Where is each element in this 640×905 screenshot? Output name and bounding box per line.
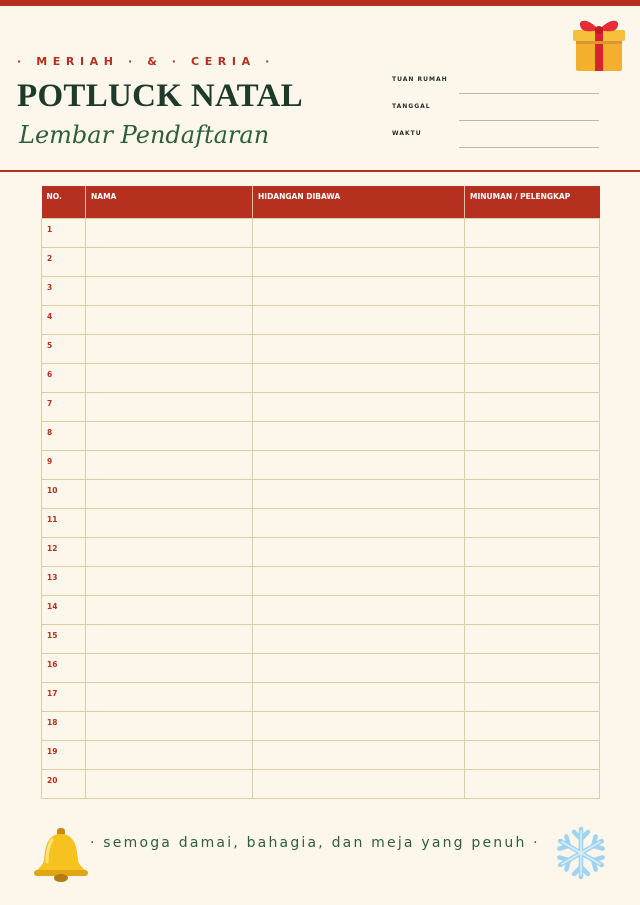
drink-cell[interactable]	[465, 363, 600, 392]
dish-cell[interactable]	[253, 653, 465, 682]
drink-cell[interactable]	[465, 276, 600, 305]
date-field[interactable]	[459, 120, 599, 121]
drink-cell[interactable]	[465, 450, 600, 479]
top-accent-bar	[0, 0, 640, 6]
drink-cell[interactable]	[465, 537, 600, 566]
dish-cell[interactable]	[253, 769, 465, 798]
name-cell[interactable]	[86, 624, 253, 653]
dish-cell[interactable]	[253, 218, 465, 247]
gift-icon	[570, 13, 628, 73]
drink-cell[interactable]	[465, 334, 600, 363]
tagline: · MERIAH · & · CERIA ·	[17, 55, 275, 68]
drink-cell[interactable]	[465, 479, 600, 508]
table-row	[42, 595, 600, 624]
drink-cell[interactable]	[465, 218, 600, 247]
name-cell[interactable]	[86, 537, 253, 566]
row-number-cell: 15	[42, 624, 86, 653]
name-cell[interactable]	[86, 218, 253, 247]
name-cell[interactable]	[86, 450, 253, 479]
name-cell[interactable]	[86, 247, 253, 276]
dish-cell[interactable]	[253, 305, 465, 334]
table-row	[42, 479, 600, 508]
table-row	[42, 653, 600, 682]
drink-cell[interactable]	[465, 421, 600, 450]
row-number-cell: 3	[42, 276, 86, 305]
dish-cell[interactable]	[253, 740, 465, 769]
drink-cell[interactable]	[465, 305, 600, 334]
row-number-cell: 19	[42, 740, 86, 769]
table-row	[42, 740, 600, 769]
drink-cell[interactable]	[465, 711, 600, 740]
column-header-drink: MINUMAN / PELENGKAP	[465, 186, 600, 218]
dish-cell[interactable]	[253, 450, 465, 479]
page-title: POTLUCK NATAL	[17, 78, 303, 114]
table-row	[42, 276, 600, 305]
drink-cell[interactable]	[465, 566, 600, 595]
row-number-cell: 14	[42, 595, 86, 624]
name-cell[interactable]	[86, 363, 253, 392]
date-label: TANGGAL	[392, 103, 431, 110]
row-number-cell: 10	[42, 479, 86, 508]
table-row	[42, 682, 600, 711]
footer-message: · semoga damai, bahagia, dan meja yang penuh ·	[90, 835, 540, 851]
name-cell[interactable]	[86, 769, 253, 798]
name-cell[interactable]	[86, 566, 253, 595]
drink-cell[interactable]	[465, 508, 600, 537]
dish-cell[interactable]	[253, 363, 465, 392]
table-row	[42, 566, 600, 595]
name-cell[interactable]	[86, 653, 253, 682]
name-cell[interactable]	[86, 392, 253, 421]
row-number-cell: 12	[42, 537, 86, 566]
column-header-name: NAMA	[86, 186, 253, 218]
bell-icon	[32, 826, 90, 882]
dish-cell[interactable]	[253, 566, 465, 595]
row-number-cell: 11	[42, 508, 86, 537]
table-row	[42, 305, 600, 334]
page-subtitle: Lembar Pendaftaran	[19, 121, 270, 149]
row-number-cell: 1	[42, 218, 86, 247]
dish-cell[interactable]	[253, 595, 465, 624]
row-number-cell: 7	[42, 392, 86, 421]
drink-cell[interactable]	[465, 769, 600, 798]
row-number-cell: 8	[42, 421, 86, 450]
name-cell[interactable]	[86, 421, 253, 450]
row-number-cell: 18	[42, 711, 86, 740]
drink-cell[interactable]	[465, 653, 600, 682]
time-field[interactable]	[459, 147, 599, 148]
name-cell[interactable]	[86, 479, 253, 508]
header-divider	[0, 170, 640, 172]
drink-cell[interactable]	[465, 624, 600, 653]
signup-table	[41, 186, 600, 799]
row-number-cell: 16	[42, 653, 86, 682]
table-row	[42, 624, 600, 653]
name-cell[interactable]	[86, 305, 253, 334]
dish-cell[interactable]	[253, 537, 465, 566]
name-cell[interactable]	[86, 595, 253, 624]
row-number-cell: 4	[42, 305, 86, 334]
table-row	[42, 334, 600, 363]
table-row	[42, 218, 600, 247]
host-label: TUAN RUMAH	[392, 76, 448, 83]
name-cell[interactable]	[86, 740, 253, 769]
row-number-cell: 6	[42, 363, 86, 392]
dish-cell[interactable]	[253, 392, 465, 421]
name-cell[interactable]	[86, 334, 253, 363]
table-row	[42, 363, 600, 392]
dish-cell[interactable]	[253, 334, 465, 363]
host-field[interactable]	[459, 93, 599, 94]
table-row	[42, 769, 600, 798]
dish-cell[interactable]	[253, 624, 465, 653]
row-number-cell: 5	[42, 334, 86, 363]
name-cell[interactable]	[86, 682, 253, 711]
dish-cell[interactable]	[253, 711, 465, 740]
table-row	[42, 247, 600, 276]
dish-cell[interactable]	[253, 479, 465, 508]
drink-cell[interactable]	[465, 682, 600, 711]
row-number-cell: 2	[42, 247, 86, 276]
dish-cell[interactable]	[253, 682, 465, 711]
table-row	[42, 450, 600, 479]
table-row	[42, 392, 600, 421]
name-cell[interactable]	[86, 276, 253, 305]
row-number-cell: 20	[42, 769, 86, 798]
row-number-cell: 17	[42, 682, 86, 711]
drink-cell[interactable]	[465, 740, 600, 769]
column-header-no: NO.	[42, 186, 86, 218]
time-label: WAKTU	[392, 130, 422, 137]
dish-cell[interactable]	[253, 247, 465, 276]
table-header-row	[42, 186, 600, 218]
drink-cell[interactable]	[465, 392, 600, 421]
row-number-cell: 13	[42, 566, 86, 595]
dish-cell[interactable]	[253, 276, 465, 305]
dish-cell[interactable]	[253, 421, 465, 450]
table-row	[42, 711, 600, 740]
dish-cell[interactable]	[253, 508, 465, 537]
drink-cell[interactable]	[465, 595, 600, 624]
name-cell[interactable]	[86, 508, 253, 537]
table-row	[42, 421, 600, 450]
column-header-dish: HIDANGAN DIBAWA	[253, 186, 465, 218]
row-number-cell: 9	[42, 450, 86, 479]
name-cell[interactable]	[86, 711, 253, 740]
table-row	[42, 537, 600, 566]
snowflake-icon	[553, 824, 609, 882]
table-row	[42, 508, 600, 537]
drink-cell[interactable]	[465, 247, 600, 276]
